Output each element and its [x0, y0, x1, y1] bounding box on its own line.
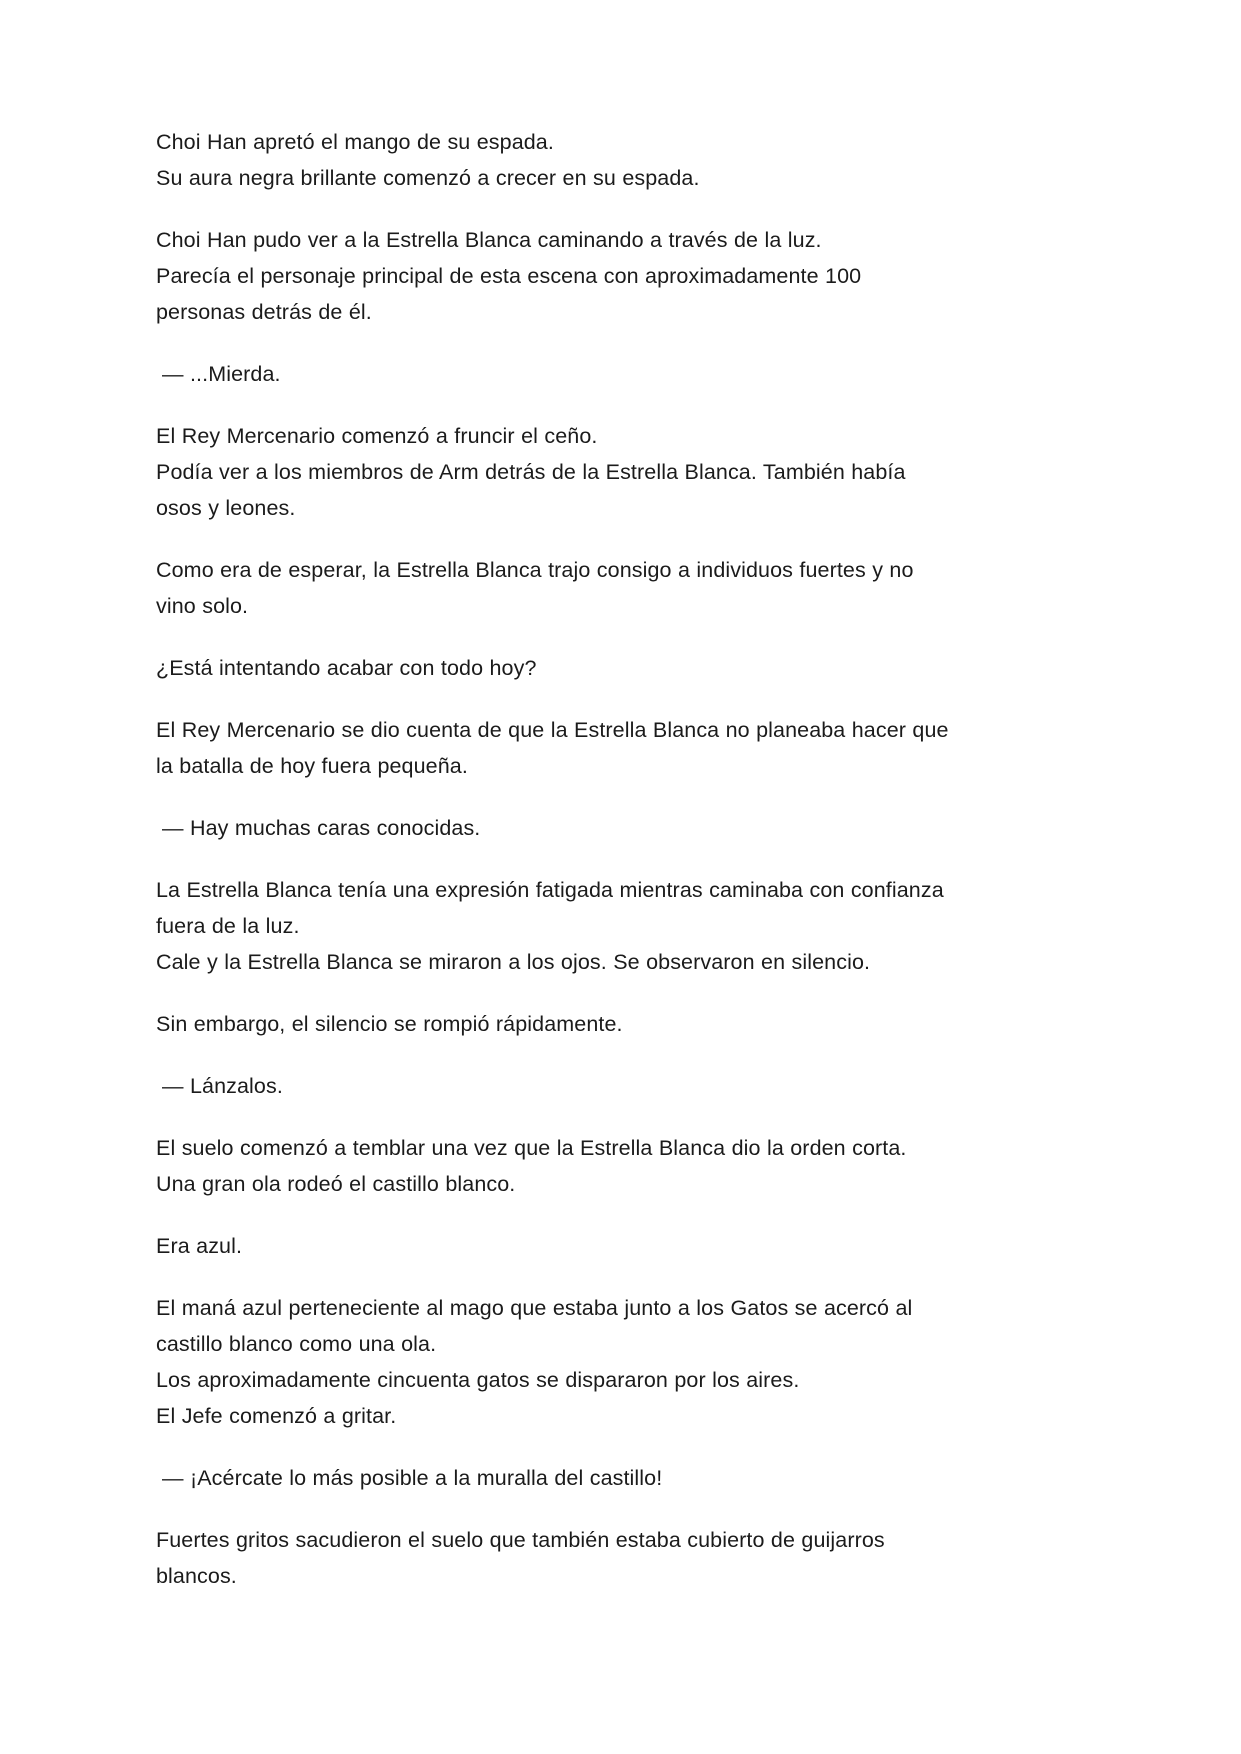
text-line: — ...Mierda.	[162, 362, 281, 386]
paragraph	[156, 222, 956, 330]
text-line: Como era de esperar, la Estrella Blanca trajo consigo a individuos fuertes y no vino solo.	[156, 558, 914, 618]
paragraph	[156, 1228, 956, 1264]
paragraph	[156, 1290, 956, 1434]
text-line: El maná azul perteneciente al mago que estaba junto a los Gatos se acercó al castillo blanco como una ola.	[156, 1296, 913, 1356]
text-line: Choi Han apretó el mango de su espada.	[156, 130, 554, 154]
dialogue-paragraph	[156, 356, 956, 392]
text-line: Los aproximadamente cincuenta gatos se dispararon por los aires.	[156, 1368, 800, 1392]
dialogue-paragraph	[156, 1460, 956, 1496]
paragraph	[156, 1130, 956, 1202]
text-line: — Hay muchas caras conocidas.	[162, 816, 481, 840]
text-line: Su aura negra brillante comenzó a crecer en su espada.	[156, 166, 700, 190]
paragraph	[156, 418, 956, 526]
paragraph	[156, 1522, 956, 1594]
dialogue-paragraph	[156, 1068, 956, 1104]
text-line: Era azul.	[156, 1234, 243, 1258]
text-line: Choi Han pudo ver a la Estrella Blanca caminando a través de la luz.	[156, 228, 822, 252]
text-line: — Lánzalos.	[162, 1074, 283, 1098]
paragraph	[156, 650, 956, 686]
text-line: — ¡Acércate lo más posible a la muralla del castillo!	[162, 1466, 663, 1490]
text-line: La Estrella Blanca tenía una expresión fatigada mientras caminaba con confianza fuera de la luz.	[156, 878, 944, 938]
text-line: Sin embargo, el silencio se rompió rápidamente.	[156, 1012, 623, 1036]
paragraph	[156, 712, 956, 784]
paragraph	[156, 872, 956, 980]
text-line: Podía ver a los miembros de Arm detrás de la Estrella Blanca. También había osos y leones.	[156, 460, 906, 520]
text-line: Cale y la Estrella Blanca se miraron a los ojos. Se observaron en silencio.	[156, 950, 871, 974]
paragraph	[156, 124, 956, 196]
paragraph	[156, 552, 956, 624]
text-line: El Rey Mercenario se dio cuenta de que la Estrella Blanca no planeaba hacer que la batalla de hoy fuera pequeña.	[156, 718, 949, 778]
text-line: Parecía el personaje principal de esta escena con aproximadamente 100 personas detrás de él.	[156, 264, 862, 324]
text-line: El suelo comenzó a temblar una vez que la Estrella Blanca dio la orden corta.	[156, 1136, 907, 1160]
document-text-body	[156, 124, 956, 1594]
text-line: ¿Está intentando acabar con todo hoy?	[156, 656, 537, 680]
paragraph	[156, 1006, 956, 1042]
text-line: Fuertes gritos sacudieron el suelo que también estaba cubierto de guijarros blancos.	[156, 1528, 885, 1588]
dialogue-paragraph	[156, 810, 956, 846]
text-line: Una gran ola rodeó el castillo blanco.	[156, 1172, 516, 1196]
text-line: El Rey Mercenario comenzó a fruncir el ceño.	[156, 424, 598, 448]
text-line: El Jefe comenzó a gritar.	[156, 1404, 397, 1428]
